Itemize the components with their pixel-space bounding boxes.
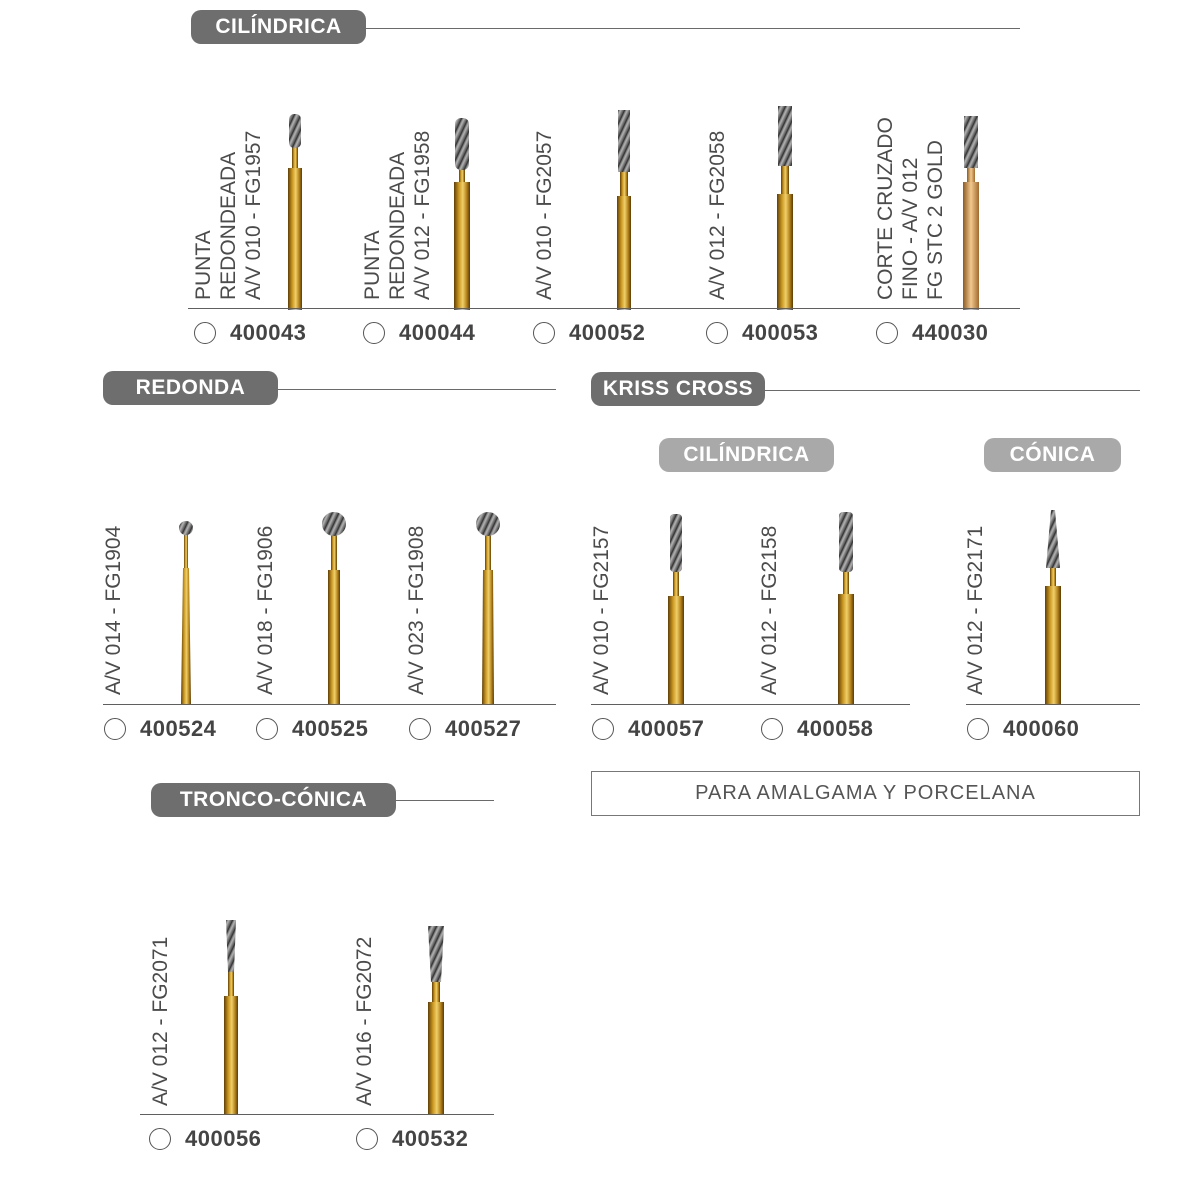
section-rule (278, 389, 556, 390)
product-option[interactable] (876, 320, 988, 346)
product-option[interactable] (256, 716, 368, 742)
product-option[interactable] (409, 716, 521, 742)
product-option[interactable] (967, 716, 1079, 742)
select-radio[interactable] (592, 718, 614, 740)
product-option[interactable] (533, 320, 645, 346)
bur-image (176, 518, 196, 704)
product-code: 400057 (628, 716, 705, 741)
product-option[interactable] (194, 320, 306, 346)
baseline (591, 704, 910, 705)
product-code: 400044 (399, 320, 476, 345)
select-radio[interactable] (104, 718, 126, 740)
product-code: 400058 (797, 716, 874, 741)
product-label: A/V 010 - FG2157 (590, 525, 613, 695)
select-radio[interactable] (967, 718, 989, 740)
select-radio[interactable] (761, 718, 783, 740)
select-radio[interactable] (149, 1128, 171, 1150)
bur-image (474, 510, 502, 704)
product-option[interactable] (104, 716, 216, 742)
select-radio[interactable] (194, 322, 216, 344)
bur-image (320, 510, 348, 704)
product-label: A/V 010 - FG2057 (533, 130, 556, 300)
bur-image (450, 114, 474, 310)
section-title-redonda: REDONDA (103, 371, 278, 405)
product-code: 400527 (445, 716, 522, 741)
bur-image (664, 512, 688, 704)
bur-image (424, 924, 448, 1114)
product-label: PUNTA REDONDEADA A/V 010 - FG1957 (192, 130, 265, 300)
product-option[interactable] (706, 320, 818, 346)
product-label: A/V 012 - FG2171 (964, 525, 987, 695)
product-code: 400532 (392, 1126, 469, 1151)
product-code: 400060 (1003, 716, 1080, 741)
bur-image (773, 104, 797, 310)
bur-image (958, 114, 984, 310)
product-option[interactable] (761, 716, 873, 742)
product-label: A/V 012 - FG2071 (149, 936, 172, 1106)
select-radio[interactable] (533, 322, 555, 344)
baseline (103, 704, 556, 705)
product-code: 440030 (912, 320, 989, 345)
bur-image (612, 108, 636, 310)
product-code: 400053 (742, 320, 819, 345)
product-code: 400043 (230, 320, 307, 345)
section-rule (765, 390, 1140, 391)
select-radio[interactable] (363, 322, 385, 344)
subsection-title-cilindrica: CILÍNDRICA (659, 438, 834, 472)
baseline (188, 308, 1020, 309)
select-radio[interactable] (409, 718, 431, 740)
product-label: A/V 014 - FG1904 (102, 525, 125, 695)
bur-image (220, 918, 242, 1114)
product-label: CORTE CRUZADO FINO - A/V 012 FG STC 2 GOLD (874, 117, 947, 300)
product-option[interactable] (363, 320, 475, 346)
product-code: 400524 (140, 716, 217, 741)
product-code: 400052 (569, 320, 646, 345)
product-option[interactable] (149, 1126, 261, 1152)
section-rule (366, 28, 1020, 29)
usage-note: PARA AMALGAMA Y PORCELANA (591, 771, 1140, 816)
product-code: 400056 (185, 1126, 262, 1151)
baseline (140, 1114, 494, 1115)
section-title-cilindrica: CILÍNDRICA (191, 10, 366, 44)
select-radio[interactable] (256, 718, 278, 740)
product-label: A/V 023 - FG1908 (405, 525, 428, 695)
section-title-tronco-conica: TRONCO-CÓNICA (151, 783, 396, 817)
section-rule (396, 800, 494, 801)
subsection-title-conica: CÓNICA (984, 438, 1121, 472)
product-option[interactable] (592, 716, 704, 742)
bur-image (834, 510, 858, 704)
baseline (966, 704, 1140, 705)
product-label: A/V 012 - FG2058 (706, 130, 729, 300)
product-option[interactable] (356, 1126, 468, 1152)
product-label: PUNTA REDONDEADA A/V 012 - FG1958 (361, 130, 434, 300)
bur-image (1040, 508, 1066, 704)
select-radio[interactable] (706, 322, 728, 344)
bur-image (283, 110, 307, 310)
product-code: 400525 (292, 716, 369, 741)
select-radio[interactable] (356, 1128, 378, 1150)
product-label: A/V 016 - FG2072 (353, 936, 376, 1106)
section-title-kriss-cross: KRISS CROSS (591, 372, 765, 406)
product-label: A/V 012 - FG2158 (758, 525, 781, 695)
product-label: A/V 018 - FG1906 (254, 525, 277, 695)
select-radio[interactable] (876, 322, 898, 344)
